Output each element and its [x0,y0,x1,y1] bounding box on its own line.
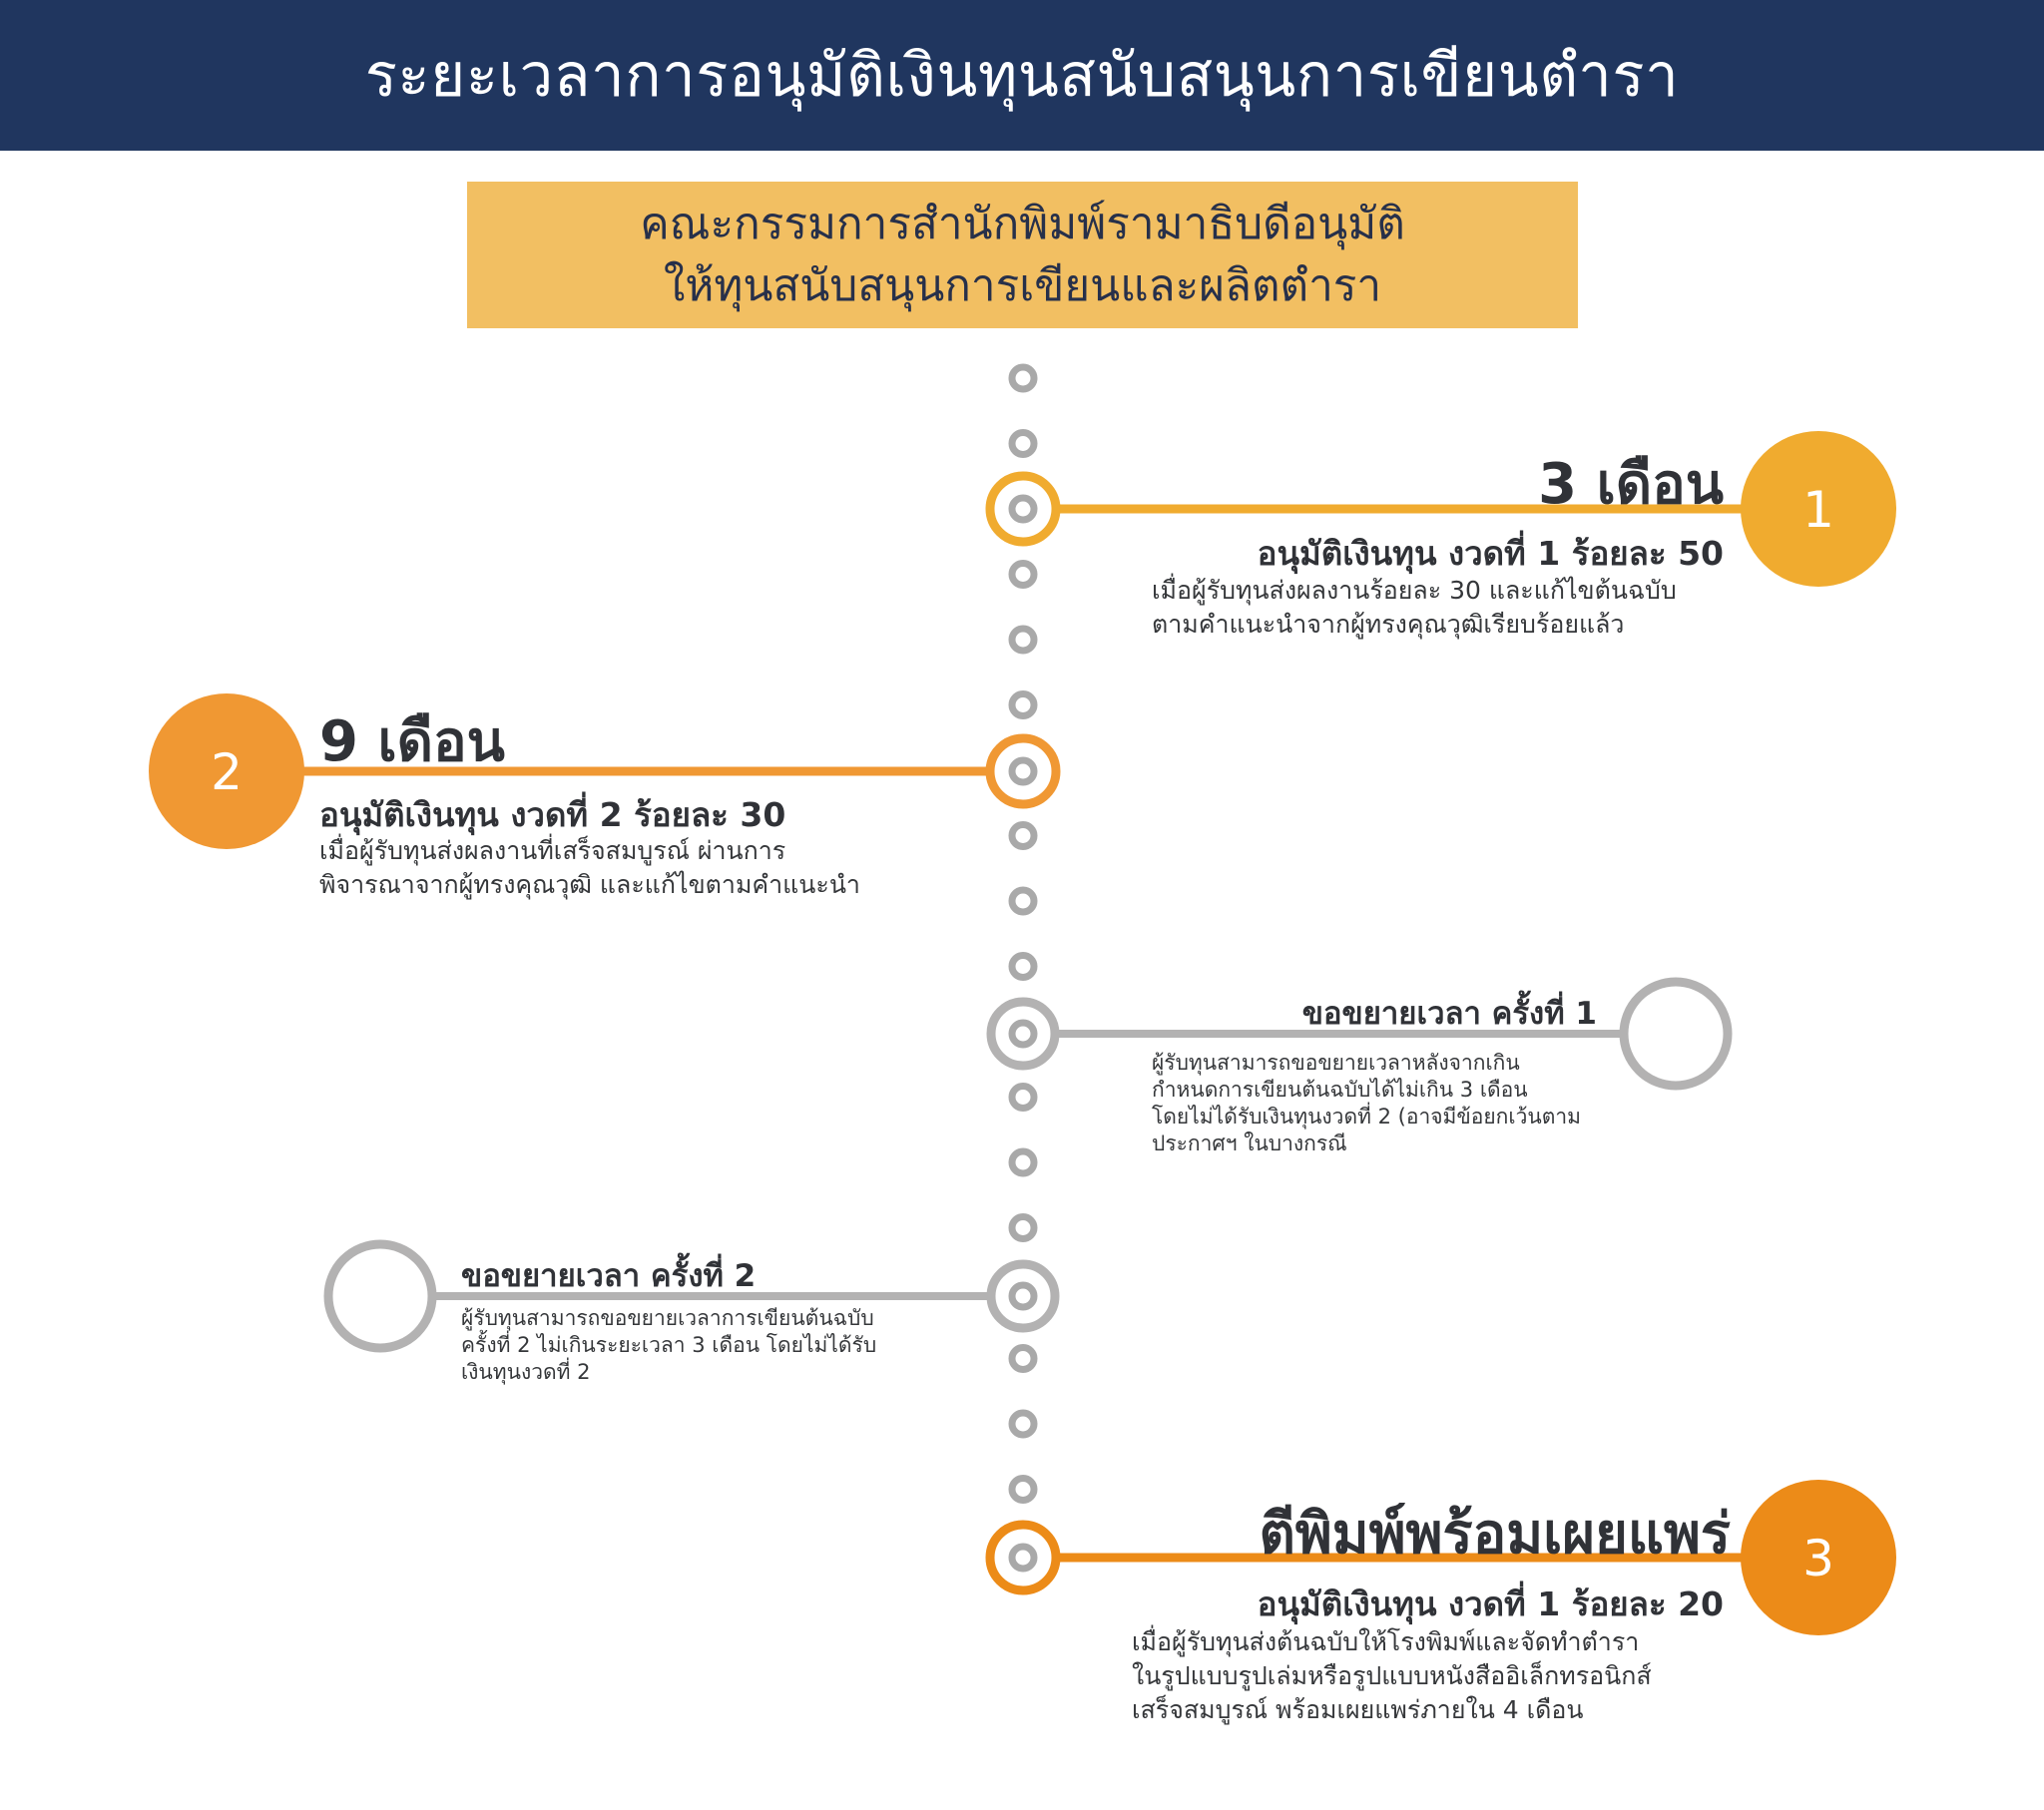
step-1-description [1152,574,1677,642]
extension-2-desc-line-2: ครั้งที่ 2 ไม่เกินระยะเวลา 3 เดือน โดยไม่ได้รับ [461,1333,877,1357]
committee-line-2: ให้ทุนสนับสนุนการเขียนและผลิตตำรา [663,259,1382,311]
timeline-dot [1012,629,1034,651]
extension-2-ring [328,1244,432,1348]
step-1-payment: อนุมัติเงินทุน งวดที่ 1 ร้อยละ 50 [1257,534,1724,573]
step-3-desc-line-2: ในรูปแบบรูปเล่มหรือรูปแบบหนังสืออิเล็กทรอนิกส์ [1132,1661,1652,1690]
timeline-dot [1012,825,1034,847]
extension-1-desc-line-2: กำหนดการเขียนต้นฉบับได้ไม่เกิน 3 เดือน [1152,1078,1528,1102]
extension-1-desc-line-4: ประกาศฯ ในบางกรณี [1152,1131,1347,1155]
step-1-desc-line-1: เมื่อผู้รับทุนส่งผลงานร้อยละ 30 และแก้ไขต้นฉบับ [1152,576,1677,605]
extension-2-desc-line-1: ผู้รับทุนสามารถขอขยายเวลาการเขียนต้นฉบับ [461,1306,874,1330]
timeline-dot [1012,890,1034,912]
extension-1-spine-center [1012,1023,1034,1045]
step-3-number: 3 [1802,1530,1834,1587]
timeline-dot [1012,367,1034,389]
extension-1-desc-line-1: ผู้รับทุนสามารถขอขยายเวลาหลังจากเกิน [1152,1051,1520,1075]
step-3-payment: อนุมัติเงินทุน งวดที่ 1 ร้อยละ 20 [1257,1584,1724,1623]
step-2-number: 2 [211,743,243,801]
extension-2-spine-center [1012,1285,1034,1307]
step-3-desc-line-1: เมื่อผู้รับทุนส่งต้นฉบับให้โรงพิมพ์และจัดทำตำรา [1132,1627,1640,1656]
step-1-desc-line-2: ตามคำแนะนำจากผู้ทรงคุณวุฒิเรียบร้อยแล้ว [1152,610,1625,639]
committee-line-1: คณะกรรมการสำนักพิมพ์รามาธิบดีอนุมัติ [640,198,1405,249]
timeline-dot [1012,1479,1034,1501]
timeline-dot [1012,1087,1034,1109]
step-2-spine-center [1012,760,1034,782]
step-2-desc-line-2: พิจารณาจากผู้ทรงคุณวุฒิ และแก้ไขตามคำแนะนำ [319,870,860,899]
step-1-number: 1 [1802,481,1834,539]
extension-1-ring [1624,982,1728,1086]
step-1-duration: 3 เดือน [1538,452,1724,517]
timeline-dot [1012,694,1034,716]
page-title: ระยะเวลาการอนุมัติเงินทุนสนับสนุนการเขียนตำรา [364,41,1680,111]
timeline-dot [1012,1217,1034,1239]
extension-1-desc-line-3: โดยไม่ได้รับเงินทุนงวดที่ 2 (อาจมีข้อยกเว้นตาม [1152,1105,1581,1129]
timeline-dot [1012,564,1034,586]
extension-1-title: ขอขยายเวลา ครั้งที่ 1 [1301,996,1597,1032]
timeline-dot [1012,1151,1034,1173]
step-2-desc-line-1: เมื่อผู้รับทุนส่งผลงานที่เสร็จสมบูรณ์ ผ่านการ [319,836,786,865]
timeline-dot [1012,956,1034,978]
step-3-desc-line-3: เสร็จสมบูรณ์ พร้อมเผยแพร่ภายใน 4 เดือน [1132,1695,1584,1724]
step-2-duration: 9 เดือน [319,709,505,774]
step-3-spine-center [1012,1547,1034,1569]
step-1-spine-center [1012,498,1034,520]
step-3-duration: ตีพิมพ์พร้อมเผยแพร่ [1259,1502,1731,1567]
extension-2-description [461,1305,876,1386]
timeline-dot [1012,1348,1034,1370]
timeline-dot [1012,1413,1034,1435]
step-2-payment: อนุมัติเงินทุน งวดที่ 2 ร้อยละ 30 [319,795,786,834]
timeline-dot [1012,433,1034,455]
extension-1-description [1152,1050,1581,1157]
extension-2-desc-line-3: เงินทุนงวดที่ 2 [461,1360,591,1384]
extension-2-title: ขอขยายเวลา ครั้งที่ 2 [461,1258,757,1294]
step-3-description [1132,1625,1652,1727]
step-2-description [319,834,860,902]
